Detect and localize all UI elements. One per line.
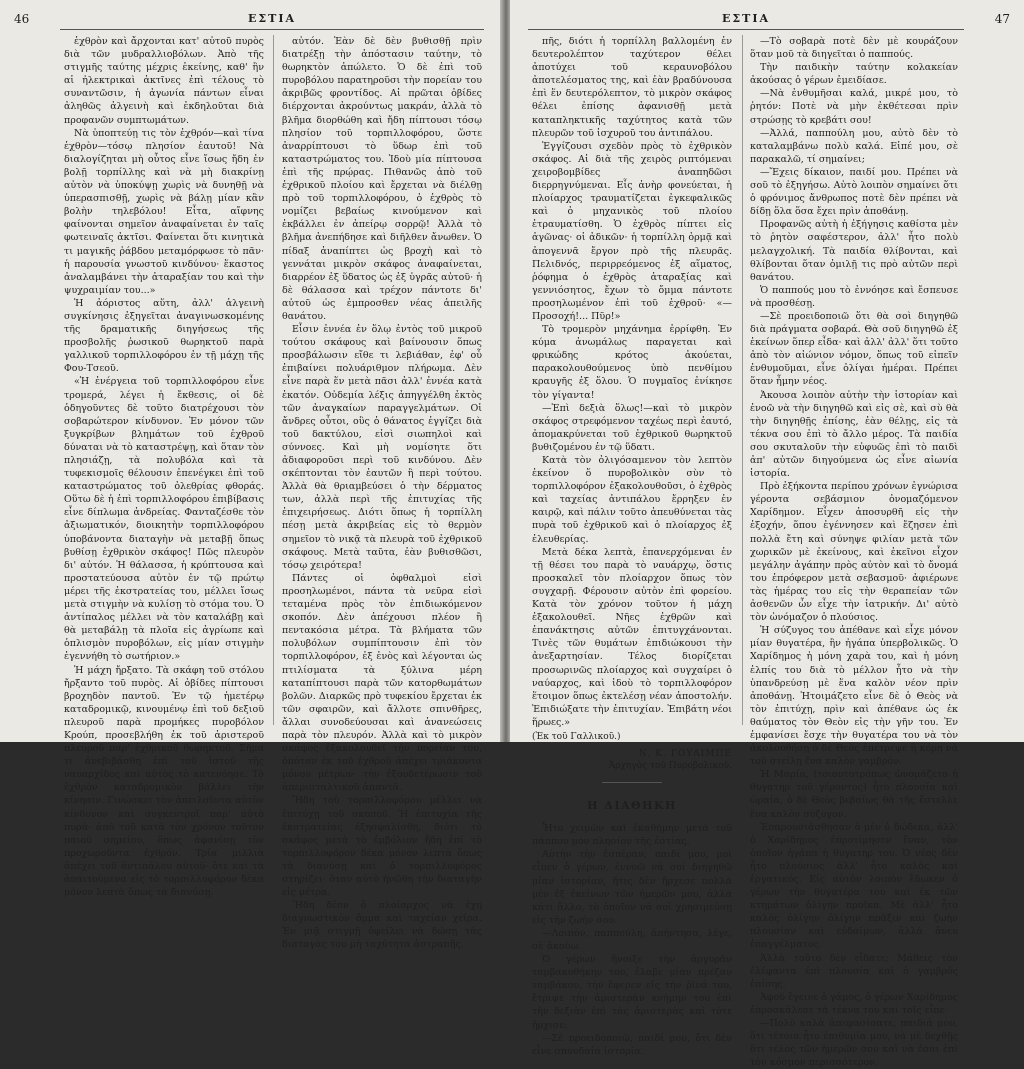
author-title: Ἀρχηγὸς τοῦ Πυροβολικοῦ. [608,761,732,772]
left-page [0,0,502,951]
paragraph: Ὁ παππούς μου τὸ ἐννόησε καὶ ἔσπευσε νὰ προσθέσῃ. [750,284,958,309]
column-separator [742,35,743,725]
paragraph: πῆς, διότι ἡ τορπίλλη βαλλομένη ἐν δευτερολέπτον ταχύτερον θέλει ἀποτύχει τοῦ κεραυνοβόλου ἀποτελέσματος της, καὶ ἐὰν βραδύνουσα ἐπὶ ἕν δευτερόλεπτον, τὸ μικρὸν σκάφος θέλει ἐπίσης ἀφανισθῇ μετὰ καταπληκτικῆς ταχύτητος κατὰ τῶν πλευρῶν τοῦ ἰσχυροῦ του ἀντιπάλου. [532,36,732,139]
right-page [510,0,1024,1069]
header-rule [60,29,484,30]
paragraph: Τὸ τρομερὸν μηχάνημα ἐρρίφθη. Ἐν κύμα ἀνωμάλως παραγεται καὶ φρικώδης κρότος ἀκούεται, παρακολουθούμενος ὑπὸ πενθίμου κραυγῆς ἐξ ὅλου. Ὁ πυγμαῖος ἐνίκησε τὸν γίγαντα! [532,324,732,401]
paragraph: αὐτόν. Ἐὰν δὲ δὲν βυθισθῇ πρὶν διατρέξῃ τὴν ἀπόστασιν ταύτην, τὸ θωρηκτὸν ἀπώλετο. Ὁ δὲ ἐπὶ τοῦ πυροβόλου παρατηροῦσι τὴν πορείαν του ἀκριβῶς φροντίδος. Αἱ πρῶται ὀβίδες διέρχονται ἀκρούντως μακράν, ἀλλὰ τὸ βλῆμα διορθώθη καὶ ἤδη πίπτουσι τόσῳ πλησίον τοῦ τορπιλλοφόρου, ὥστε ἀναρρίπτουσι τὸ ὕδωρ ἐπὶ τοῦ καταστρώματος του. Ἰδοὺ μία πίπτουσα ἐπὶ τῆς πρῴρας. Πιθανῶς ἀπὸ τοῦ ἐχθρικοῦ πλοίου καὶ ἔρχεται νὰ διέλθῃ πρὸ τοῦ τορπιλλοφόρου, ὁ ἐχθρὸς τὸ νομίζει βεβαίως κινούμενον καὶ ἐκβάλλει ἐν ἀπείρῳ σορρῷ! Ἀλλὰ τὸ βλῆμα ἀνεπήδησε καὶ διῆλθεν ἄνωθεν. Ὁ πίδαξ ἀναπίπτει ὡς βροχὴ καὶ τὸ γεννάται μικρὸν σκάφος ἀναφαίνεται, διαρρέον ἐξ ὕδατος ὡς ἐξ ὑγρᾶς αὐτοῦ· ἡ δὲ θάλασσα καὶ τρέχον πάντοτε δι' αὐτοῦ ὡς ἐμπροσθεν νέας ἀπειλῆς θανάτου. [282,36,482,322]
header-rule [528,29,964,30]
paragraph: Μετὰ δέκα λεπτὰ, ἐπανερχόμεναι ἐν τῇ θέσει του παρὰ τὸ ναυάρχῳ, ὅστις προσκαλεῖ τὸν πλοίαρχον ὅπως τὸν συγχαρῇ. Φέρουσιν αὐτὸν ἐπὶ φορείου. Κατὰ τὸν χρόνον τοῦτον ἡ μάχη ἐξακολουθεῖ. Νῆες ἐχθρῶν καὶ ἐπανάκτησις αὐτῶν ἐπιτυγχάνονται. Τινὲς τῶν θυμάτων ἐπιδιώκουσι τὴν ἀνεξαρτησίαν. Τέλος διορίζεται προσωρινῶς πλοίαρχος καὶ συγχαίρει ὁ ναύαρχος, καὶ ἰδοὺ τὸ τορπιλλοφόρον ἕτοιμον ὅπως ἐκτελέσῃ νέαν ἀποστολήν. Ἐπιδιώξατε τὴν ἐπιτυχίαν. Ἐπιβάτη νέοι ἥρωες.» [532,546,732,728]
paragraph: Ἦτο χειμὼν καὶ ἐκαθήμην μετὰ τοῦ πάππου μου πλησίον τῆς ἑστίας. [532,823,732,848]
running-title: ΕΣΤΙΑ [247,12,297,25]
section-divider [602,782,662,783]
paragraph: Ἡ Μαρία, (τοιουτοτρόπως ὠνομάζετο ἡ θυγατηρ τοῦ γέροντος) ἦτο πλουσία καὶ ὡραία, ὁ δὲ Θεὸς βεβαίως θὰ τῆς ἔστελλε ἕνα καλὸν σύζυγον. [750,769,958,820]
paragraph: «Ἡ ἐνέργεια τοῦ τορπιλλοφόρου εἶνε τρομερά, λέγει ἡ ἔκθεσις, οἱ δὲ ὁδηγοῦντες δὲ τοῦτο διατρέχουσι τὸν σοβαρώτερον κίνδυνον. Ἐν μόνον τῶν ξυγκρίβων βλημάτων τοῦ ἐχθροῦ δύναται νὰ τὸ καταστρέψῃ, καὶ ὅταν τὸν πλησιάζῃ, τὰ πολυβόλα καὶ τὰ τυφεκισμοῖς θέλουσιν ἐπενέγκει ἐπὶ τοῦ καταστρώματος τοῦ ὀλεθρίας φθοράς. Οὕτω δὲ ἡ ἐπὶ τορπιλλοφόρου ἐπιβίβασις εἶνε δίπλωμα ἀνδρείας. Φανταζέσθε τὸν ἀξιωματικόν, διοικητὴν τορπιλλοφόρου ὑποβάνοντα διαταγὴν νὰ μεταβῇ ὅπως βυθίσῃ ἐχθρικὸν σκάφος! Πῶς πλευρὸν δι' αὐτόν. Ἡ θάλασσα, ἡ κρύπτουσα καὶ προστατεύουσα αὐτὸν ἐν τῷ πρώτῳ μέρει τῆς ἐκστρατείας του, μέλλει ἴσως μετὰ στιγμὴν νὰ κυλίσῃ τὸ στόμα του. Ὁ ἀντίπαλος μέλλει νὰ τὸν καταλάβῃ καὶ θὰ μεταβάλῃ τὰ πλοῖα εἰς ἀγρίωπε καὶ ὁπλισμὸν πυροβόλων, εἰς μίαν στιγμὴν ἐγεννήθη τὸ σωτήριον.» [64,376,264,663]
paragraph: —Ἔχεις δίκαιον, παιδί μου. Πρέπει νὰ σοῦ τὸ ἐξηγήσω. Αὐτὸ λοιπὸν σημαίνει ὅτι ὁ φρόνιμος ἄνθρωπος ποτὲ δὲν πρέπει νὰ δίδῃ ὅλα ὅσα ἔχει πρὶν ἀποθάνῃ. [750,166,958,218]
paragraph: Ἀλλὰ τοῦτο δὲν εἶδατε; Μάθεις τὸν ἐλέφαντα ἐπὶ πλουσία καὶ ὁ γαμβρὸς ἐπίσης. [750,952,958,990]
paragraph: —Ἀλλά, παππούλη μου, αὐτὸ δὲν τὸ καταλαμβάνω πολὺ καλά. Εἰπέ μου, σὲ παρακαλῶ, τί σημαίνει; [750,127,958,165]
page-number: 47 [994,12,1010,26]
article-title: Η ΔΙΑΘΗΚΗ [587,799,677,813]
paragraph: Εἶσιν ἐννέα ἐν ὅλῳ ἐντὸς τοῦ μικροῦ τούτου σκάφους καὶ βαίνουσιν ὅπως προσβάλωσιν εἴθε τι λεβιάθαν, ἐφ' οὗ ἐπιβαίνει πολυάριθμον πλήρωμα. Δὲν εἶνε παρὰ ἕν μετὰ πᾶσι ἀλλ' ἐννέα κατὰ ἑκατόν. Οὐδεμία λέξις ἀπηγγέλθη ἐκτὸς τῶν ἀναγκαίων παραγγελμάτων. Οἱ ἄνδρες οὗτοι, οὓς ὁ θάνατος ἐγγίζει διὰ τοῦ δακτύλου, εἰσὶ σιωπηλοὶ καὶ σύννοες. Καὶ μὴ νομίσητε ὅτι ἀδιαφοροῦσι περὶ τοῦ κινδύνου. Δὲν σκέπτονται τὸν ἐαυτῶν ἢ περὶ τούτου. Ἀλλὰ θὰ θριαμβεύσει ὁ τὴν δέρματος των, ἀλλὰ περὶ τῆς ἐπιτυχίας τῆς ἐπιχειρήσεως. Διότι ὅπως ἡ τορπίλλη πέσῃ μετὰ ἀκριβείας εἰς τὸ θερμὸν σημεῖον τὸ νικᾷ τὰ πλευρὰ τοῦ ἐχθρικοῦ σκάφους. Μετὰ ταῦτα, ἐὰν βυθισθῶσι, τόσῳ χειρότερα! [282,324,482,571]
paragraph: Ἐγγίζουσι σχεδὸν πρὸς τὸ ἐχθρικὸν σκάφος. Αἱ διὰ τῆς χειρὸς ριπτόμεναι χειροβομβίδες ἀναπηδῶσι διερρηγνύμεναι. Εἷς ἀνὴρ φονεύεται, ἡ πλοίαρχος τραυματίζεται ἐγκεφαλικῶς καὶ ὁ μηχανικὸς τοῦ πλοίου ἐτραυματίσθη. Ὁ ἐχθρὸς πίπτει εἰς ἀγῶνας· οἱ ἀδικῶν· ἡ τορπίλλη ὀρμᾷ καὶ ἀπογεννᾶ ἔργον πρὸ τῆς πλευρᾶς. Πελιδνός, περιρρεόμενος ἐξ αἵματος, ῥόφημα ὁ ἐχθρὸς ἀταραξίας καὶ γεννιόσητος, ἔχων τὸ ὄμμα πάντοτε προσηλωμένον ἐπὶ τοῦ ἐχθροῦ· «—Προσοχή!... Πῦρ!» [532,140,732,322]
paragraph: Κατὰ τὸν ὀλιγόσαμενον τὸν λεπτὸν ἐκείνον ὅ πυροβολικὸν σὺν τὸ τορπιλλοφόρον ἐξακολουθοῦσι, ὁ ἐχθρὸς καὶ ταχείας ἀντιπάλου ἔρρηξεν ἐν καιρῷ, καὶ πάλιν τοῦτο ἀπευθύνεται τὰς πυρὰ τοῦ ἐχθρικοῦ καὶ ὁ πλοίαρχος ἐξ ἐλευθερίας. [532,455,732,545]
right-column-2 [750,35,958,1069]
paragraph: —Νὰ ἐνθυμῆσαι καλά, μικρέ μου, τὸ ῥητόν: Ποτὲ νὰ μὴν ἐκθέτεσαι πρὶν στρώσῃς τὸ κρεβάτι σου! [750,88,958,126]
running-title: ΕΣΤΙΑ [721,12,771,25]
paragraph: Ἀφοῦ ἔγεινε ὁ γάμος, ὁ γέρων Χαρίδημος ἐπροσκάλεσε τὰ τέκνα του καὶ τοῖς εἶπε· [750,991,958,1016]
paragraph: Αὐτὴν τὴν ἑσπέραν, παιδί μου, μοὶ εἶπεν ὁ γέρων, ἐννοῶ νὰ σοὶ διηγηθῶ μίαν ἱστορίαν, ἥτις δὲν ἤρχεσε πολλὰ μὲν ἐξ ἐκείνων τῶν ἡμερῶν μου, ἀλλὰ κάτι ἄλλο, τὸ ὁποῖον νὰ σοὶ χρησιμεύσῃ εἰς τὴν ζωήν σου. [532,849,732,926]
page-number: 46 [14,12,30,26]
paragraph: Ἐπαρουσιάσθησαν ὁ μὲν ὁ δώδεκα, ἀλλ' ὁ Χαρίδημος ἐπροτίμησεν ἕναν, τὸν ὁποῖον ἠγάπα ἡ θυγατηρ του. Ὁ νέος δὲν ἦτο πλούσιος ἀλλ' ἦτο καλὸς καὶ ἐργατικός. Εἰς αὐτὸν λοιπὸν ἔδωκεν ὁ γέρων τὴν θυγατέρα του καὶ ἐκ τῶν κτημάτων ὀλίγην προῖκα. Μὲ ἀλλ' ἦτο καλὸς ὁλίγην ὀλίγην πρᾶξιν καὶ ζωὴν πλουσίαν καὶ εὐδαίμων, ἀλλὰ ἄνευ ἐπαγγέλματος. [750,821,958,951]
paragraph: —Σὲ προειδοποιῶ ὅτι θὰ σοὶ διηγηθῶ διὰ πράγματα σοβαρά. Θὰ σοῦ διηγηθῶ ἐξ ἐκείνων ὅπερ εἶδα· καὶ ἀλλ' ἀλλ' ὅτι τοῦτο ἀπὸ τὸν αἰώνιον νόμον, ὅπως τοῦ εἰπεῖν ἐνθυμοῦμαι, εἶνε ὀλίγαι ἡμέραι. Πρέπει ὅταν ἦμην νέος. [750,310,958,388]
paragraph: Ἤδη τοῦ τορπιλλοφόρου μέλλει νὰ ἐπιτύχῃ τοῦ σκοποῦ. Ἡ ἐπιτυχία τῆς ἐκστρατείας ἐξησφαλίσθη, διότι τὸ σκάφος μετὰ τὸ ἐμβόλιον ἤδη ἐπὶ τὸ τορπιλλοφόρον δέκα μόνον λεπτὰ ὅπως τὰ διανύσῃ καὶ ὁ τορπιλλοφόρος στηρίζει· ὅταν αὐτὸ ἠνῶθη τὴν διαταγὴν εἰς μέτρα. [282,795,482,899]
author-name: Ν. Κ. ΓΟΥΑΙΜΠΕ [638,749,732,760]
left-column-2 [282,35,482,951]
paragraph: Ἡ ἀόριστος αὕτη, ἀλλ' ἀλγεινὴ συγκίνησις ἐξηγεῖται ἀναγινωσκομένης τῆς δραματικῆς διηγήσεως τῆς προσβολῆς ῥωσικοῦ θωρηκτοῦ παρὰ γαλλικοῦ τορπιλλοφόρου ἐν τῇ μάχῃ τῆς Φου-Τσεοῦ. [64,297,264,375]
paragraph: —Τὸ σοβαρὰ ποτὲ δὲν μὲ κουράζουν ὅταν μοῦ τὰ διηγεῖται ὁ παππούς. [750,36,958,61]
paragraph: —Πολὺ καλὰ ἀπεφασίσατε, παιδιά μου, ὅτι τέτοια ἦτο ἐπιθυμία μου, νὰ μὲ δεχθῇς ὅτι τέλος τῶν ἡμερῶν σου καὶ νὰ ἐσαι ἐπὶ τὸν κόσμον περισσότερον. [750,1018,958,1069]
paragraph: Ἡ σύζυγος του ἀπέθανε καὶ εἶχε μόνον μίαν θυγατέρα, ἣν ἠγάπα ὑπερβολικῶς. Ὁ Χαρίδημος ἡ μόνη χαρὰ του, καὶ ἡ μόνη ἐλπίς του διὰ τὸ μέλλον ἦτο νὰ τὴν ὑπανδρεύσῃ μὲ ἕνα καλὸν νέον πρὶν ἀποθάνῃ. Ἠτοιμάζετο εἶνε δὲ ὁ Θεὸς νὰ τὸν ἐπιτύχῃ, πρὶν καὶ ἀπέθανε ὡς ἐκ θαύματος τὸν Θεὸν εἰς τὴν γῆν του. Ἐν ἐμφανίσει ἔσχε τὴν θυγατέρα του νὰ τὸν ἀκολουθήσῃ ὁ δὲ Θεὸς ἐπέτρεψε ἡ κόρη νὰ τοῦ στείλῃ ἕνα καλὸν γαμβρόν. [750,625,958,768]
left-page-header [14,12,484,28]
paragraph: Προφανῶς αὐτὴ ἡ ἐξήγησις καθίστα μὲν τὸ ῥητὸν σαφέστερον, ἀλλ' ἦτο πολὺ μελαγχολική. Τὰ παιδία θλίβονται, καὶ θλίβονται ὅταν ὁμιλῇ τις πρὸ αὐτῶν περὶ θανάτου. [750,219,958,283]
right-column-1 [532,35,732,1057]
paragraph: Ὁ γέρων ἤνοιξε τὴν ἀργυρᾶν ταμβακοθήκην του, ἔλαβε μίαν πρέζαν ταμβάκου, τὴν ἔφερεν εἰς τὴν ῥῖνά του, ἔτριψε τὴν ἀριστερὰν κνήμην του ἐπὶ τὴν δεξιὰν ἐπὶ τὰς ἀριστερὰς καὶ τότε ἤρχισε: [532,954,732,1031]
right-page-header [528,12,1010,28]
paragraph: —Σὲ προειδοποιῶ, παιδί μου, ὅτι δὲν εἶνε σπουδαία ἱστορία. [532,1032,732,1057]
paragraph: Νὰ ὑποπτεύῃ τις τὸν ἐχθρόν—καὶ τίνα ἐχθρὸν—τόσῳ πλησίον ἑαυτοῦ! Νὰ διαλογίζηται μὴ οὗτος εἶνε ἴσως ἤδη ἐν βολῇ τορπίλλης καὶ νὰ μὴ διακρίνῃ αὐτὸν νὰ ὑποκύψῃ χωρὶς νὰ δυνηθῇ νὰ ὑπερασπισθῇ, χωρὶς νὰ βάλῃ μίαν κἂν βολὴν τηλεβόλου! Εἶτα, αἴφνης φαίνονται σημεῖον ἀναφαίνεται ἐν ταῖς φωτειναῖς ἀκτῖσι. Φαίνεται ὅτι κινητικὰ τι μαγικῆς ῥάβδου μεταμόρφωσε τὸ πᾶν· ἡ παρουσία γνωστοῦ κινδύνου· ἕκαστος ἀναλαμβάνει τὴν ἀταραξίαν του καὶ τὴν ψυχραιμίαν του...» [64,127,264,296]
paragraph: —Ἐπὶ δεξιὰ ὅλως!—καὶ τὸ μικρὸν σκάφος στρεφόμενον ταχέως περὶ ἑαυτό, ἀπομακρύνεται τοῦ ἐχθρικοῦ θωρηκτοῦ βυθιζομένου ἐν τῷ ὕδατι. [532,402,732,453]
signature [532,748,732,772]
paragraph: Πάντες οἱ ὀφθαλμοὶ εἰσὶ προσηλωμένοι, πάντα τὰ νεῦρα εἰσὶ τεταμένα πρὸς τὸν ἐπιδιωκόμενον σκοπόν. Δὲν ἀπέχουσι πλέον ἢ πεντακόσια μέτρα. Τὰ βλήματα τῶν πολυβόλων συμπίπτουσιν ἐπὶ τὸν τορπιλλοφόρον, ἐξ ἑνὸς καὶ λέγονται ὡς πτιλίσματα τὰ ξύλινα μέρη καταπίπτουσι παρὰ τῶν κατορθωμάτων βολῶν. Διαρκῶς πρὸ τυφεκίου ἔρχεται ἐκ τῶν σφαιρῶν, καὶ ἄλλοτε σπινθῆρες, ἄλλαι συνοδεύουσαι καὶ ἀνανεώσεις παρὰ τὸν πλευρόν. Ἀλλὰ καὶ τὸ μικρὸν σκάφος ἐξακολουθεῖ τὴν πορείαν του, ὁπόταν ἐκ τοῦ ἐχθροῦ ἀπέχει τριάκοντα μόνον μέτρων· τὴν ἐξουδετέρωσιν τοῦ ἀπερισταλτικοῦ ἀπαντᾶ. [282,572,482,794]
paragraph: Ἀκουσα λοιπὸν αὐτὴν τὴν ἱστορίαν καὶ ἐνοῶ νὰ τὴν διηγηθῶ καὶ εἰς σὲ, καὶ σὺ θὰ τὴν διηγηθῇς ἐπίσης, ἐὰν θέλῃς, εἰς τὰ τέκνα σου ἐπὶ τὸ ἄλλο μέρος. Τὰ παιδία σου σκυταλοῦν τὴν εὐφυῶς ἐπὶ τὸ παιδὶ ἀπ' αὐτῶν διηγούμενα ὡς εἶνε αἰωνία ἱστορία. [750,389,958,480]
paragraph: ἐχθρὸν καὶ ἄρχονται κατ' αὐτοῦ πυρὸς διὰ τῶν μυδραλλιοβόλων. Ἀπὸ τῆς στιγμῆς ταύτης μέχρις ἐκείνης, καθ' ἣν αἱ ἠλεκτρικαὶ ἀκτῖνες ἐπὶ τέλους τὸ συναντῶσιν, ἡ ἀγωνία πάντων εἶναι ἀληθῶς ἀλγεινὴ καὶ ἐκδηλοῦται διὰ προφανῶν συμπτωμάτων. [64,36,264,126]
paragraph: Ἤδη δέον ὁ πλοίαρχος νὰ ἐχῃ διαγνωστικὸν ὄμμα καὶ ταχείαν χεῖρα. Ἐν μιᾷ στιγμῇ ὀφείλει νὰ δώσῃ τὰς διαταγὰς του μὴ ταχύτητα ἀστραπῆς. [282,900,482,951]
source-note: (Ἐκ τοῦ Γαλλικοῦ.) [532,731,621,742]
paragraph: Ἡ μάχη ἤρξατο. Τὰ σκάφη τοῦ στόλου ἤρξαντο τοῦ πυρὸς. Αἱ ὀβίδες πίπτουσι βροχηδὸν παντοῦ. Ἐν τῷ ἡμετέρῳ καταδρομικῷ, κινουμένῳ ἐπὶ τοῦ δεξιοῦ πλευροῦ παρὰ προμήκες πυροβόλον Κρούπ, προσεβλήθη ἐκ τοῦ ἀριστεροῦ πλευροῦ παρ' ἐχθρικοῦ θωρηκτοῦ. Σῆμα τι ἀνεβιβάσθη ἐπὶ τοῦ ἱστοῦ τῆς ναυαρχίδος καὶ αὐτὸς τὸ κατενόησε. Τὸ ἐχθρὸν καταδρομικὸν βάλλει τὴν κίνησιν. Γινώσκει τὸν ἀπειλοῦντα αὐτὸν κίνδυνον καὶ συγκεντροῖ παρ' αὐτὸ πυρὰ· ἀπὸ τοῦ κατὰ τὸν χρόνον τοῦτον παιοῦ σημείου, ὅπως ἀφανίσῃ τὸν προχωροῦντα ἐχθρόν. Τρία μιλλιὰ ἀπέχει τοῦ ἀντιπάλου αὐτοῦ· ὅτε καὶ τὰ ἀπαιτούμενα εἰς τὸ τορπιλλοφόρον δέκα μόνον λεπτὰ ὅπως τὰ διανύσῃ. [64,664,264,899]
column-separator [273,35,274,725]
left-column-1 [64,35,264,899]
paragraph: —Λοιπόν, παππούλη, ἀπήντησα, λέγε, σὲ ἀκούω. [532,927,732,952]
paragraph: Τὴν παιδικὴν ταύτην κολακείαν ἀκούσας ὁ γέρων ἐμειδίασε. [750,62,958,87]
paragraph: Πρὸ ἐξήκοντα περίπου χρόνων ἐγνώρισα γέροντα σεβάσμιον ὀνομαζόμενον Χαρίδημον. Εἶχεν ἀποσυρθῆ εἰς τὴν ἐξοχήν, ὅπου ἐγέννησεν καὶ ἔζησεν ἐπὶ πολλὰ ἔτη καὶ σύνηψε φιλίαν μετὰ τῶν χωρικῶν μὲ ἐκείνους, καὶ ἐκεῖνοι εἶχον μεγάλην ἀγάπην πρὸς αὐτὸν καὶ τὸ ὄνομά του ἐπρόφερον μετὰ σεβασμοῦ· ἀφιέρωνε τὰς ἡμέρας του εἰς τὴν θεραπείαν τῶν ἀσθενῶν ὧν εἶχε τὴν ἰατρικήν. Δι' αὐτὸ τὸν ὠνόμαζον ὁ πλούσιος. [750,481,958,624]
